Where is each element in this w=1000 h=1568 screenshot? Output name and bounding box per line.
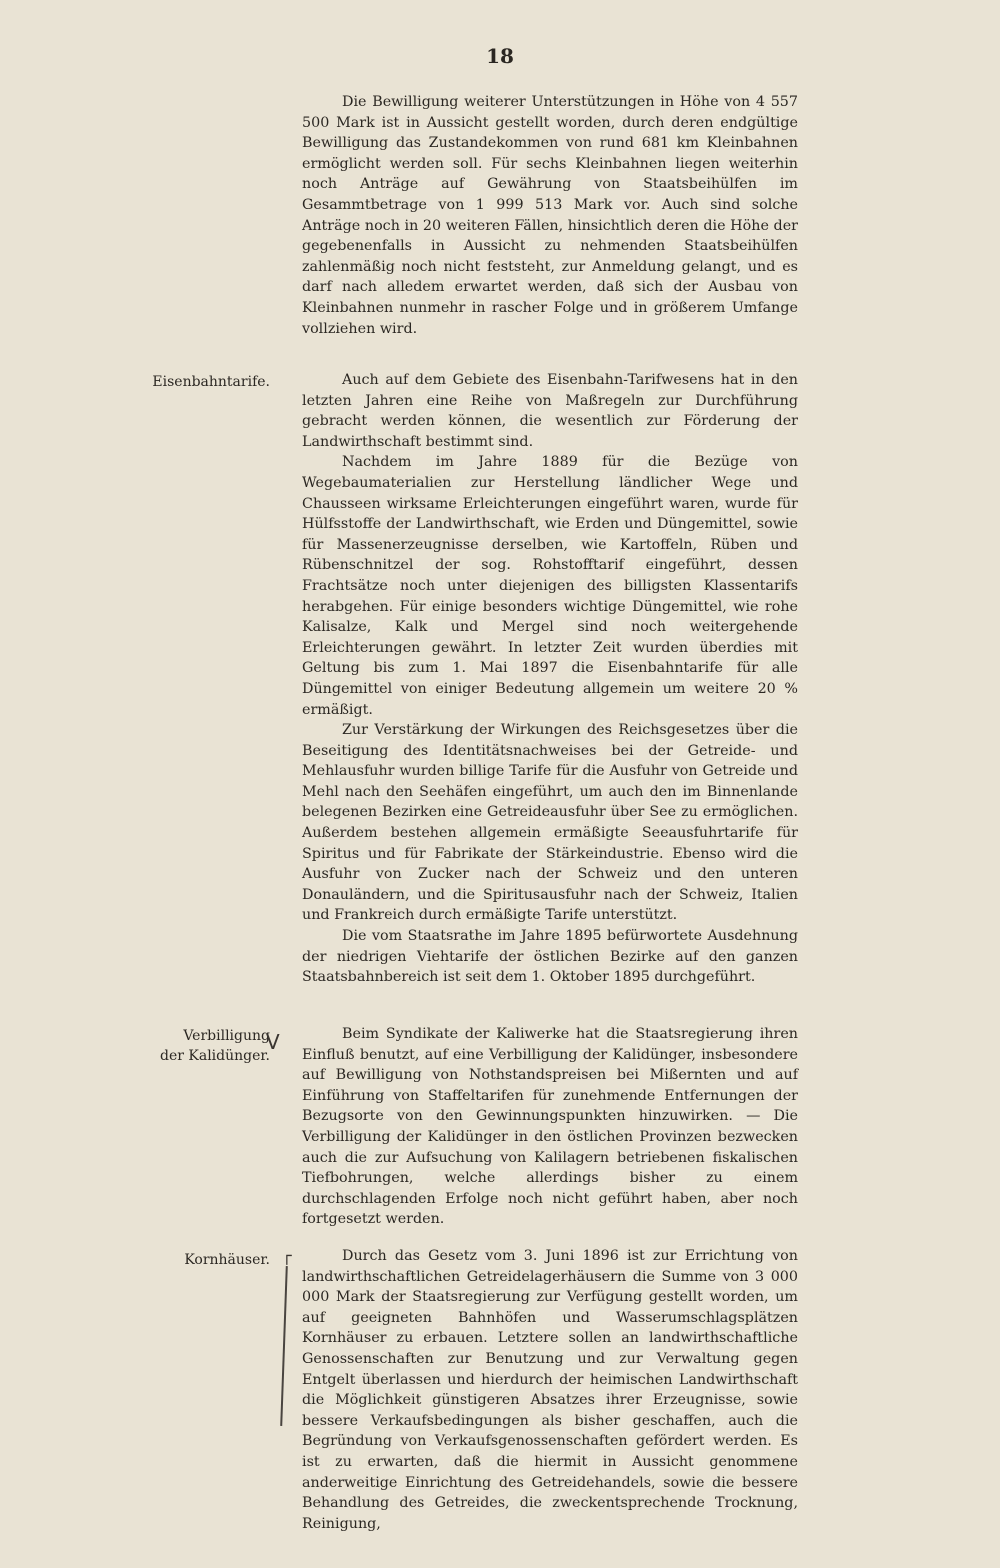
margin-note-line: der Kalidünger. [160, 1048, 270, 1064]
handwritten-corner-mark: ┌ [282, 1246, 292, 1265]
margin-note-verbilligung [60, 1026, 270, 1066]
paragraph: Beim Syndikate der Kaliwerke hat die Staatsregierung ihren Einfluß benutzt, auf eine Verbilligung der Kalidünger, insbesondere auf Bewilligung von Nothstandspreisen bei Mißernten und auf Einführung von Staffeltarifen für zunehmende Entfernungen der Bezugsorte von den Gewinnungspunkten hinzuwirken. — Die Verbilligung der Kalidünger in den östlichen Provinzen bezwecken auch die zur Aufsuchung von Kalilagern betriebenen fiskalischen Tiefbohrungen, welche allerdings bisher zu einem durchschlagenden Erfolge noch nicht geführt haben, aber noch fortgesetzt werden. [302, 1026, 798, 1228]
margin-note-kornhaeuser: Kornhäuser. [184, 1252, 270, 1268]
paragraph: Durch das Gesetz vom 3. Juni 1896 ist zur Errichtung von landwirthschaftlichen Getreidelagerhäusern die Summe von 3 000 000 Mark der Staatsregierung zur Verfügung gestellt worden, um auf geeigneten Bahnhöfen und Wasserumschlagsplätzen Kornhäuser zu erbauen. Letztere sollen an landwirthschaftliche Genossenschaften zur Benutzung und zur Verwaltung gegen Entgelt überlassen und hierdurch der heimischen Landwirthschaft die Möglichkeit günstigeren Absatzes ihrer Erzeugnisse, sowie bessere Verkaufsbedingungen als bisher geschaffen, auch die Begründung von Verkaufsgenossenschaften gefördert werden. Es ist zu erwarten, daß die hiermit in Aussicht genommene anderweitige Einrichtung des Getreidehandels, sowie die bessere Behandlung des Getreides, die zweckentsprechende Trocknung, Reinigung, [302, 1248, 798, 1532]
paragraph: Die vom Staatsrathe im Jahre 1895 befürwortete Ausdehnung der niedrigen Viehtarife der östlichen Bezirke auf den ganzen Staatsbahnbereich ist seit dem 1. Oktober 1895 durchgeführt. [302, 928, 798, 986]
verbilligung-section [302, 1024, 798, 1230]
margin-note-line: Verbilligung [183, 1028, 270, 1044]
intro-section [302, 92, 798, 339]
paragraph: Die Bewilligung weiterer Unterstützungen in Höhe von 4 557 500 Mark ist in Aussicht gestellt worden, durch deren endgültige Bewilligung das Zustandekommen von rund 681 km Kleinbahnen ermöglicht werden soll. Für sechs Kleinbahnen liegen weiterhin noch Anträge auf Gewährung von Staatsbeihülfen im Gesammtbetrage von 1 999 513 Mark vor. Auch sind solche Anträge noch in 20 weiteren Fällen, hinsichtlich deren die Höhe der gegebenenfalls in Aussicht zu nehmenden Staatsbeihülfen zahlenmäßig noch nicht feststeht, zur Anmeldung gelangt, und es darf nach alledem erwartet werden, daß sich der Ausbau von Kleinbahnen nunmehr in rascher Folge und in größerem Umfange vollziehen wird. [302, 94, 798, 337]
handwritten-margin-line [280, 1266, 288, 1426]
paragraph: Nachdem im Jahre 1889 für die Bezüge von Wegebaumaterialien zur Herstellung ländlicher Wege und Chausseen wirksame Erleichterungen eingeführt waren, wurde für Hülfsstoffe der Landwirthschaft, wie Erden und Düngemittel, sowie für Massenerzeugnisse derselben, wie Kartoffeln, Rüben und Rübenschnitzel der sog. Rohstofftarif eingeführt, dessen Frachtsätze noch unter diejenigen des billigsten Klassentarifs herabgehen. Für einige besonders wichtige Düngemittel, wie rohe Kalisalze, Kalk und Mergel sind noch weitergehende Erleichterungen gewährt. In letzter Zeit wurden überdies mit Geltung bis zum 1. Mai 1897 die Eisenbahntarife für alle Düngemittel von einiger Bedeutung allgemein um weitere 20 % ermäßigt. [302, 454, 798, 718]
paragraph: Auch auf dem Gebiete des Eisenbahn-Tarifwesens hat in den letzten Jahren eine Reihe von Maßregeln zur Durchführung gebracht werden können, die wesentlich zur Förderung der Landwirthschaft bestimmt sind. [302, 372, 798, 450]
handwritten-checkmark: V [266, 1030, 280, 1054]
eisenbahntarife-section [302, 370, 798, 988]
margin-note-eisenbahntarife: Eisenbahntarife. [152, 374, 270, 390]
page-number: 18 [486, 44, 514, 68]
kornhaeuser-section [302, 1246, 798, 1534]
paragraph: Zur Verstärkung der Wirkungen des Reichsgesetzes über die Beseitigung des Identitätsnachweises bei der Getreide- und Mehlausfuhr wurden billige Tarife für die Ausfuhr von Getreide und Mehl nach den Seehäfen eingeführt, um auch den im Binnenlande belegenen Bezirken eine Getreideausfuhr über See zu ermöglichen. Außerdem bestehen allgemein ermäßigte Seeausfuhrtarife für Spiritus und für Fabrikate der Stärkeindustrie. Ebenso wird die Ausfuhr von Zucker nach der Schweiz und den unteren Donauländern, und die Spiritusausfuhr nach der Schweiz, Italien und Frankreich durch ermäßigte Tarife unterstützt. [302, 722, 798, 924]
